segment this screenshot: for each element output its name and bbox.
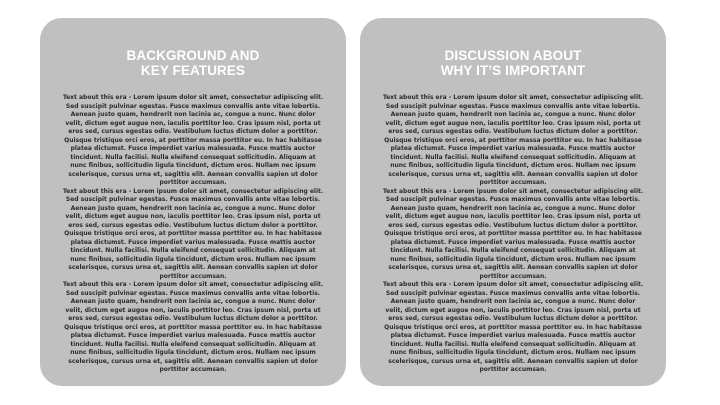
- card-background-key-features: [40, 18, 346, 386]
- body-paragraph: Text about this era - Lorem ipsum dolor sit amet, consectetur adipiscing elit. Sed suscipit pulvinar egestas. Fusce maximus convallis ante vitae lobortis. Aenean justo quam, hendrerit non lacinia ac, congue a nunc. Nunc dolor velit, dictum eget augue non, iaculis porttitor leo. Cras ipsum nisl, porta ut eros sed, cursus egestas odio. Vestibulum luctus dictum dolor a porttitor. Quisque tristique orci eros, at porttitor massa porttitor eu. In hac habitasse platea dictumst. Fusce imperdiet varius malesuada. Fusce mattis auctor tincidunt. Nulla facilisi. Nulla eleifend consequat sollicitudin. Aliquam at nunc finibus, sollicitudin ligula tincidunt, dictum eros. Nullam nec ipsum scelerisque, cursus urna et, sagittis elit. Aenean convallis sapien ut dolor porttitor accumsan.: [382, 281, 644, 373]
- body-paragraph: Text about this era - Lorem ipsum dolor sit amet, consectetur adipiscing elit. Sed suscipit pulvinar egestas. Fusce maximus convallis ante vitae lobortis. Aenean justo quam, hendrerit non lacinia ac, congue a nunc. Nunc dolor velit, dictum eget augue non, iaculis porttitor leo. Cras ipsum nisl, porta ut eros sed, cursus egestas odio. Vestibulum luctus dictum dolor a porttitor. Quisque tristique orci eros, at porttitor massa porttitor eu. In hac habitasse platea dictumst. Fusce imperdiet varius malesuada. Fusce mattis auctor tincidunt. Nulla facilisi. Nulla eleifend consequat sollicitudin. Aliquam at nunc finibus, sollicitudin ligula tincidunt, dictum eros. Nullam nec ipsum scelerisque, cursus urna et, sagittis elit. Aenean convallis sapien ut dolor porttitor accumsan.: [62, 94, 324, 186]
- body-paragraph: Text about this era - Lorem ipsum dolor sit amet, consectetur adipiscing elit. Sed suscipit pulvinar egestas. Fusce maximus convallis ante vitae lobortis. Aenean justo quam, hendrerit non lacinia ac, congue a nunc. Nunc dolor velit, dictum eget augue non, iaculis porttitor leo. Cras ipsum nisl, porta ut eros sed, cursus egestas odio. Vestibulum luctus dictum dolor a porttitor. Quisque tristique orci eros, at porttitor massa porttitor eu. In hac habitasse platea dictumst. Fusce imperdiet varius malesuada. Fusce mattis auctor tincidunt. Nulla facilisi. Nulla eleifend consequat sollicitudin. Aliquam at nunc finibus, sollicitudin ligula tincidunt, dictum eros. Nullam nec ipsum scelerisque, cursus urna et, sagittis elit. Aenean convallis sapien ut dolor porttitor accumsan.: [62, 187, 324, 280]
- card-title: [62, 48, 324, 78]
- body-paragraph: Text about this era - Lorem ipsum dolor sit amet, consectetur adipiscing elit. Sed suscipit pulvinar egestas. Fusce maximus convallis ante vitae lobortis. Aenean justo quam, hendrerit non lacinia ac, congue a nunc. Nunc dolor velit, dictum eget augue non, iaculis porttitor leo. Cras ipsum nisl, porta ut eros sed, cursus egestas odio. Vestibulum luctus dictum dolor a porttitor. Quisque tristique orci eros, at porttitor massa porttitor eu. In hac habitasse platea dictumst. Fusce imperdiet varius malesuada. Fusce mattis auctor tincidunt. Nulla facilisi. Nulla eleifend consequat sollicitudin. Aliquam at nunc finibus, sollicitudin ligula tincidunt, dictum eros. Nullam nec ipsum scelerisque, cursus urna et, sagittis elit. Aenean convallis sapien ut dolor porttitor accumsan.: [382, 94, 644, 186]
- card-body: [62, 94, 324, 375]
- card-title-line-1: DISCUSSION ABOUT: [444, 48, 582, 63]
- card-title-line-2: KEY FEATURES: [140, 63, 246, 78]
- card-title: [382, 48, 644, 78]
- card-title-line-1: BACKGROUND AND: [126, 48, 260, 63]
- card-discussion-importance: [360, 18, 666, 386]
- card-body: [382, 94, 644, 375]
- body-paragraph: Text about this era - Lorem ipsum dolor sit amet, consectetur adipiscing elit. Sed suscipit pulvinar egestas. Fusce maximus convallis ante vitae lobortis. Aenean justo quam, hendrerit non lacinia ac, congue a nunc. Nunc dolor velit, dictum eget augue non, iaculis porttitor leo. Cras ipsum nisl, porta ut eros sed, cursus egestas odio. Vestibulum luctus dictum dolor a porttitor. Quisque tristique orci eros, at porttitor massa porttitor eu. In hac habitasse platea dictumst. Fusce imperdiet varius malesuada. Fusce mattis auctor tincidunt. Nulla facilisi. Nulla eleifend consequat sollicitudin. Aliquam at nunc finibus, sollicitudin ligula tincidunt, dictum eros. Nullam nec ipsum scelerisque, cursus urna et, sagittis elit. Aenean convallis sapien ut dolor porttitor accumsan.: [62, 281, 324, 373]
- card-title-line-2: WHY IT’S IMPORTANT: [440, 63, 586, 78]
- body-paragraph: Text about this era - Lorem ipsum dolor sit amet, consectetur adipiscing elit. Sed suscipit pulvinar egestas. Fusce maximus convallis ante vitae lobortis. Aenean justo quam, hendrerit non lacinia ac, congue a nunc. Nunc dolor velit, dictum eget augue non, iaculis porttitor leo. Cras ipsum nisl, porta ut eros sed, cursus egestas odio. Vestibulum luctus dictum dolor a porttitor. Quisque tristique orci eros, at porttitor massa porttitor eu. In hac habitasse platea dictumst. Fusce imperdiet varius malesuada. Fusce mattis auctor tincidunt. Nulla facilisi. Nulla eleifend consequat sollicitudin. Aliquam at nunc finibus, sollicitudin ligula tincidunt, dictum eros. Nullam nec ipsum scelerisque, cursus urna et, sagittis elit. Aenean convallis sapien ut dolor porttitor accumsan.: [382, 187, 644, 280]
